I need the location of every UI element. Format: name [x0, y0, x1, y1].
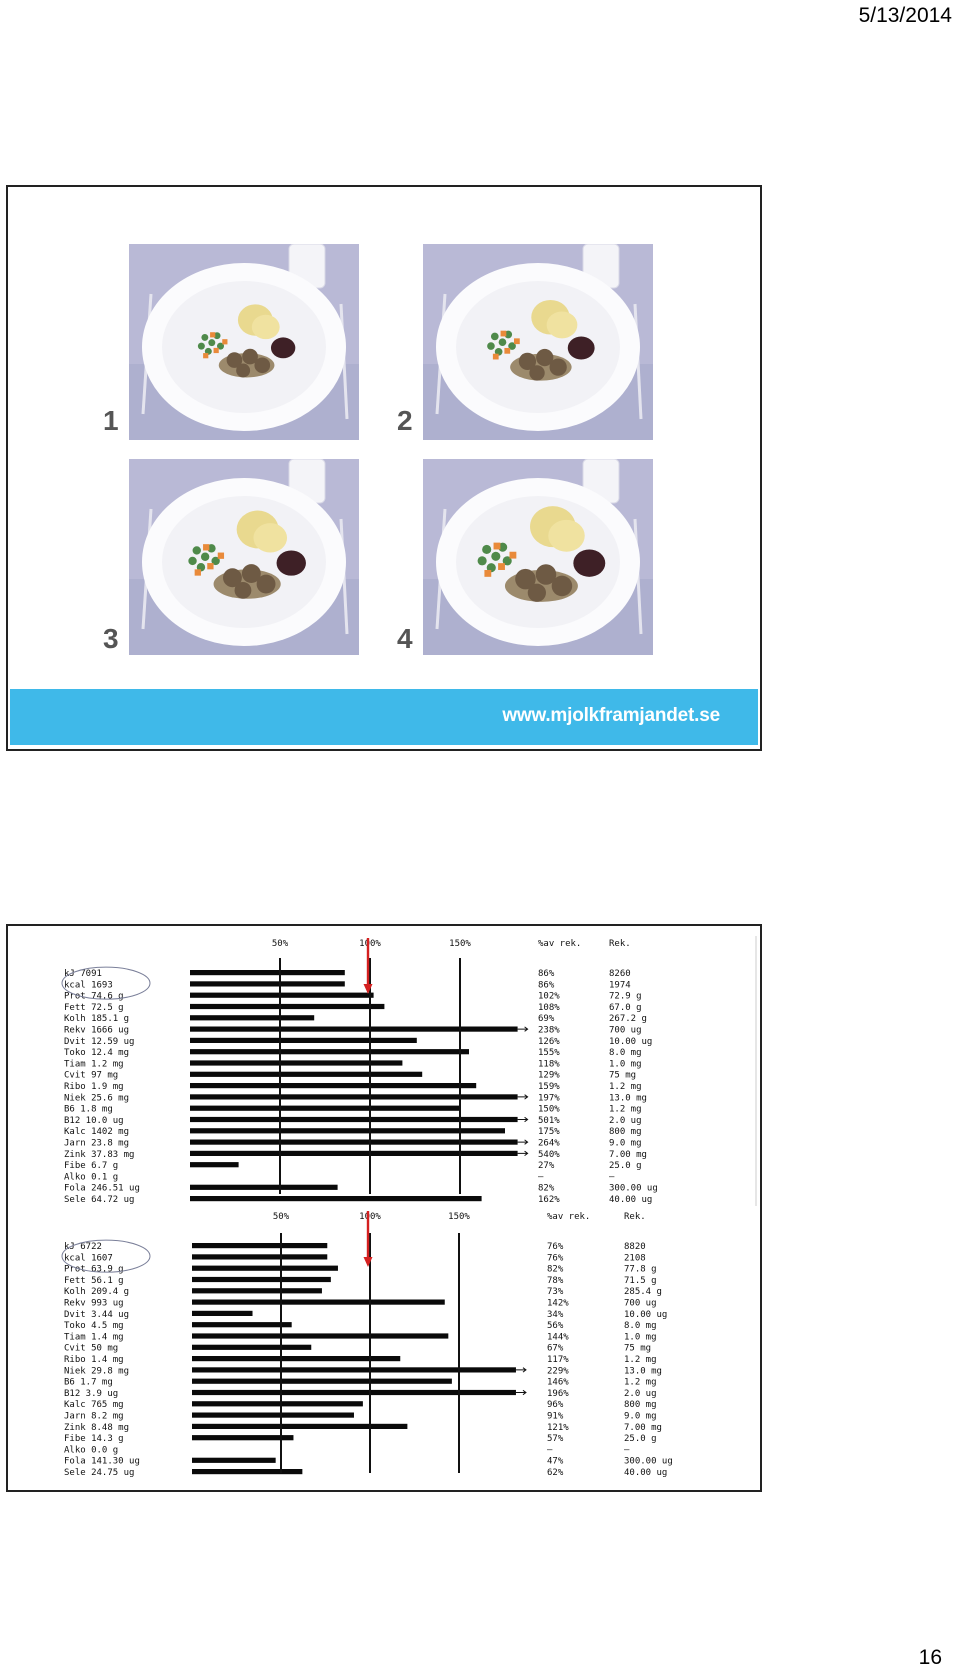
plate-number-4: 4 — [397, 623, 413, 654]
panel1-bar — [190, 1049, 469, 1054]
panel1-row-rek: 300.00 ug — [609, 1183, 658, 1194]
panel2-row-rek: 10.00 ug — [624, 1309, 668, 1320]
panel1-row-label: Fibe 6.7 g — [64, 1161, 119, 1172]
panel1-row-label: kJ 7091 — [64, 969, 102, 979]
panel1-row-pct: 27% — [538, 1161, 555, 1172]
panel2-row-pct: 146% — [547, 1377, 569, 1388]
panel1-row-label: kcal 1693 — [64, 980, 113, 991]
panel2-row-rek: 25.0 g — [624, 1434, 657, 1445]
panel1-row-rek: 267.2 g — [609, 1014, 647, 1025]
panel1-bar — [190, 1027, 518, 1032]
panel1-row-label: Tiam 1.2 mg — [64, 1059, 124, 1070]
page-number: 16 — [918, 1646, 942, 1669]
slide-date: 5/13/2014 — [858, 4, 952, 27]
panel2-row-label: B12 3.9 ug — [64, 1388, 119, 1399]
nutrient-printout — [8, 926, 760, 1490]
panel1-row-label: Fett 72.5 g — [64, 1002, 124, 1013]
panel2-row-pct: 96% — [547, 1400, 564, 1411]
panel1-row-pct: 129% — [538, 1070, 560, 1081]
panel1-col-rek-header: Rek. — [609, 939, 631, 949]
panel1-row-rek: 2.0 ug — [609, 1115, 642, 1126]
panel2-row-rek: 2.0 ug — [624, 1388, 657, 1399]
panel2-row-label: Kalc 765 mg — [64, 1400, 124, 1411]
panel2-row-pct: 78% — [547, 1275, 564, 1286]
panel2-row-label: Dvit 3.44 ug — [64, 1309, 130, 1320]
panel1-row-pct: 501% — [538, 1115, 560, 1126]
panel1-row-rek: 25.0 g — [609, 1161, 642, 1172]
panel1-row-label: Ribo 1.9 mg — [64, 1082, 124, 1092]
panel2-row-pct: 62% — [547, 1468, 564, 1478]
plate-photo-1 — [129, 244, 359, 440]
panel2-row-rek: – — [624, 1445, 630, 1456]
panel2-row-label: Jarn 8.2 mg — [64, 1411, 124, 1422]
panel2-row-label: Kolh 209.4 g — [64, 1287, 130, 1298]
panel2-row-rek: 77.8 g — [624, 1264, 657, 1275]
panel1-row-rek: 1974 — [609, 980, 631, 991]
panel2-bar — [192, 1288, 322, 1293]
panel2-bar — [192, 1401, 363, 1406]
panel2-row-pct: 82% — [547, 1264, 564, 1275]
panel2-row-label: Rekv 993 ug — [64, 1298, 124, 1309]
panel2-row-label: Alko 0.0 g — [64, 1445, 119, 1456]
panel2-row-label: kcal 1607 — [64, 1253, 113, 1264]
panel2-bar — [192, 1367, 516, 1372]
panel1-bar — [190, 1151, 518, 1156]
panel2-bar — [192, 1345, 311, 1350]
panel1-row-rek: 1.2 mg — [609, 1104, 642, 1115]
panel1-bar — [190, 1185, 338, 1190]
panel1-overflow-arrow — [518, 1151, 528, 1155]
panel1-row-pct: 540% — [538, 1149, 560, 1160]
panel1-row-pct: 197% — [538, 1093, 560, 1104]
panel2-row-rek: 9.0 mg — [624, 1411, 657, 1422]
panel2-row-label: Tiam 1.4 mg — [64, 1332, 124, 1343]
panel2-row-rek: 7.00 mg — [624, 1422, 662, 1433]
panel1-bar — [190, 1094, 518, 1099]
plate-number-2: 2 — [397, 405, 413, 436]
panel1-row-rek: 7.00 mg — [609, 1149, 647, 1160]
panel2-row-label: Fett 56.1 g — [64, 1275, 124, 1286]
panel2-bar — [192, 1333, 448, 1338]
panel2-bar — [192, 1469, 302, 1474]
panel1-row-pct: – — [538, 1172, 544, 1183]
panel1-row-pct: 86% — [538, 969, 555, 979]
panel2-row-pct: 67% — [547, 1343, 564, 1354]
panel2-row-label: kJ 6722 — [64, 1242, 102, 1252]
plate-number-3: 3 — [103, 623, 119, 654]
panel2-row-rek: 8.0 mg — [624, 1321, 657, 1332]
panel1-row-pct: 264% — [538, 1138, 560, 1149]
panel2-row-rek: 2108 — [624, 1253, 646, 1264]
panel2-bar — [192, 1243, 327, 1248]
panel2-row-rek: 71.5 g — [624, 1275, 657, 1286]
panel2-row-pct: 57% — [547, 1434, 564, 1445]
panel2-row-pct: 91% — [547, 1411, 564, 1422]
panel1-row-label: Kalc 1402 mg — [64, 1127, 130, 1138]
panel2-bar — [192, 1322, 292, 1327]
plate-photo-2 — [423, 244, 653, 440]
panel1-col-pct-header: %av rek. — [538, 939, 582, 949]
panel2-bar — [192, 1311, 253, 1316]
panel2-row-rek: 8820 — [624, 1242, 646, 1252]
panel2-row-rek: 285.4 g — [624, 1287, 662, 1298]
panel1-row-label: Rekv 1666 ug — [64, 1025, 130, 1036]
panel2-row-label: Fibe 14.3 g — [64, 1434, 124, 1445]
panel1-row-label: B6 1.8 mg — [64, 1104, 113, 1115]
panel2-overflow-arrow — [516, 1390, 526, 1394]
slide-footer-band — [10, 689, 758, 745]
panel1-row-label: Niek 25.6 mg — [64, 1093, 130, 1104]
panel2-overflow-arrow — [516, 1368, 526, 1372]
panel1-row-rek: 1.2 mg — [609, 1082, 642, 1092]
panel2-tick-100: 100% — [359, 1212, 381, 1222]
panel1-row-rek: 40.00 ug — [609, 1195, 653, 1205]
panel1-row-pct: 102% — [538, 991, 560, 1002]
panel2-row-rek: 800 mg — [624, 1400, 657, 1411]
panel1-row-rek: 1.0 mg — [609, 1059, 642, 1070]
panel2-row-rek: 1.2 mg — [624, 1355, 657, 1365]
panel1-bar — [190, 993, 374, 998]
panel1-red-marker-head — [364, 984, 373, 994]
panel2-row-rek: 300.00 ug — [624, 1456, 673, 1467]
panel1-row-pct: 150% — [538, 1104, 560, 1115]
panel1-tick-150: 150% — [449, 939, 471, 949]
panel1-bar — [190, 981, 345, 986]
plate-photo-3 — [129, 459, 359, 655]
panel2-red-marker-head — [364, 1257, 373, 1267]
panel2-bar — [192, 1266, 338, 1271]
panel2-row-rek: 40.00 ug — [624, 1468, 668, 1478]
panel2-bar — [192, 1300, 445, 1305]
panel1-bar — [190, 1083, 476, 1088]
panel1-row-label: Dvit 12.59 ug — [64, 1036, 135, 1047]
panel1-overflow-arrow — [518, 1140, 528, 1144]
panel1-bar — [190, 1004, 384, 1009]
panel1-bar — [190, 1128, 505, 1133]
panel1-row-label: Zink 37.83 mg — [64, 1149, 135, 1160]
panel2-bar — [192, 1424, 407, 1429]
panel2-row-label: Cvit 50 mg — [64, 1343, 119, 1354]
plate-photo-4 — [423, 459, 653, 655]
panel1-row-rek: 10.00 ug — [609, 1036, 653, 1047]
panel2-row-pct: 47% — [547, 1456, 564, 1467]
panel2-row-pct: 56% — [547, 1321, 564, 1332]
panel2-bar — [192, 1254, 327, 1259]
panel1-tick-50: 50% — [271, 939, 289, 949]
panel1-row-pct: 86% — [538, 980, 555, 991]
panel2-row-pct: 144% — [547, 1332, 569, 1343]
panel2-bar — [192, 1277, 331, 1282]
panel1-row-rek: 700 ug — [609, 1025, 642, 1036]
panel1-row-label: Toko 12.4 mg — [64, 1048, 130, 1059]
panel2-col-pct-header: %av rek. — [547, 1212, 591, 1222]
footer-url[interactable]: www.mjolkframjandet.se — [502, 705, 720, 726]
panel2-row-pct: 34% — [547, 1309, 564, 1320]
panel2-row-label: Zink 8.48 mg — [64, 1422, 130, 1433]
panel1-row-label: Prot 74.6 g — [64, 991, 124, 1002]
panel2-bar — [192, 1458, 276, 1463]
panel2-bar — [192, 1435, 293, 1440]
slide-nutrient-chart — [6, 924, 762, 1492]
slide-portion-plates — [6, 185, 762, 751]
panel1-bar — [190, 1140, 518, 1145]
panel2-row-rek: 1.2 mg — [624, 1377, 657, 1388]
panel1-tick-100: 100% — [359, 939, 381, 949]
panel2-row-pct: 76% — [547, 1242, 564, 1252]
panel2-bar — [192, 1390, 516, 1395]
panel2-row-label: Ribo 1.4 mg — [64, 1355, 124, 1365]
panel1-bar — [190, 1196, 482, 1201]
panel2-row-rek: 75 mg — [624, 1343, 652, 1354]
panel1-row-rek: 9.0 mg — [609, 1138, 642, 1149]
panel1-row-pct: 175% — [538, 1127, 560, 1138]
panel1-bar — [190, 1117, 518, 1122]
panel1-row-rek: 8.0 mg — [609, 1048, 642, 1059]
panel1-row-pct: 108% — [538, 1002, 560, 1013]
panel2-tick-150: 150% — [448, 1212, 470, 1222]
panel2-row-label: Prot 63.9 g — [64, 1264, 124, 1275]
panel2-row-pct: 196% — [547, 1388, 569, 1399]
panel1-bar — [190, 1072, 422, 1077]
panel1-row-label: Kolh 185.1 g — [64, 1014, 130, 1025]
panel2-row-rek: 700 ug — [624, 1298, 657, 1309]
panel1-overflow-arrow — [518, 1095, 528, 1099]
panel2-row-pct: 142% — [547, 1298, 569, 1309]
panel2-row-pct: 117% — [547, 1355, 569, 1365]
panel1-overflow-arrow — [518, 1027, 528, 1031]
panel1-row-rek: – — [609, 1172, 615, 1183]
panel1-bar — [190, 1015, 314, 1020]
panel2-row-label: Fola 141.30 ug — [64, 1456, 140, 1467]
panel2-row-pct: 229% — [547, 1366, 569, 1377]
panel1-bar — [190, 970, 345, 975]
panel1-row-rek: 800 mg — [609, 1127, 642, 1138]
panel1-row-rek: 8260 — [609, 969, 631, 979]
panel1-row-label: Fola 246.51 ug — [64, 1183, 140, 1194]
panel1-row-label: Cvit 97 mg — [64, 1070, 119, 1081]
panel1-row-pct: 118% — [538, 1059, 560, 1070]
panel2-col-rek-header: Rek. — [624, 1212, 646, 1222]
panel2-row-pct: – — [547, 1445, 553, 1456]
panel2-row-pct: 121% — [547, 1422, 569, 1433]
plate-number-1: 1 — [103, 405, 119, 436]
panel1-row-pct: 162% — [538, 1195, 560, 1205]
panel2-bar — [192, 1413, 354, 1418]
panel2-bar — [192, 1379, 452, 1384]
panel1-overflow-arrow — [518, 1117, 528, 1121]
panel1-bar — [190, 1162, 239, 1167]
panel2-row-label: B6 1.7 mg — [64, 1377, 113, 1388]
panel1-row-rek: 75 mg — [609, 1070, 637, 1081]
panel1-bar — [190, 1038, 417, 1043]
panel2-row-label: Toko 4.5 mg — [64, 1321, 124, 1332]
panel2-row-pct: 73% — [547, 1287, 564, 1298]
panel2-row-rek: 1.0 mg — [624, 1332, 657, 1343]
panel1-bar — [190, 1106, 460, 1111]
panel1-row-rek: 67.0 g — [609, 1002, 642, 1013]
panel1-row-label: B12 10.0 ug — [64, 1115, 124, 1126]
panel1-row-pct: 155% — [538, 1048, 560, 1059]
panel1-row-pct: 82% — [538, 1183, 555, 1194]
panel1-row-pct: 69% — [538, 1014, 555, 1025]
panel2-row-label: Niek 29.8 mg — [64, 1366, 130, 1377]
panel1-row-pct: 126% — [538, 1036, 560, 1047]
panel1-row-label: Alko 0.1 g — [64, 1172, 119, 1183]
panel2-tick-50: 50% — [272, 1212, 290, 1222]
panel2-row-rek: 13.0 mg — [624, 1366, 662, 1377]
panel2-row-pct: 76% — [547, 1253, 564, 1264]
panel1-row-label: Jarn 23.8 mg — [64, 1138, 130, 1149]
panel1-row-pct: 238% — [538, 1025, 560, 1036]
panel1-row-rek: 13.0 mg — [609, 1093, 647, 1104]
panel1-row-pct: 159% — [538, 1082, 560, 1092]
panel1-row-rek: 72.9 g — [609, 991, 642, 1002]
panel1-row-label: Sele 64.72 ug — [64, 1195, 135, 1205]
panel2-row-label: Sele 24.75 ug — [64, 1468, 135, 1478]
